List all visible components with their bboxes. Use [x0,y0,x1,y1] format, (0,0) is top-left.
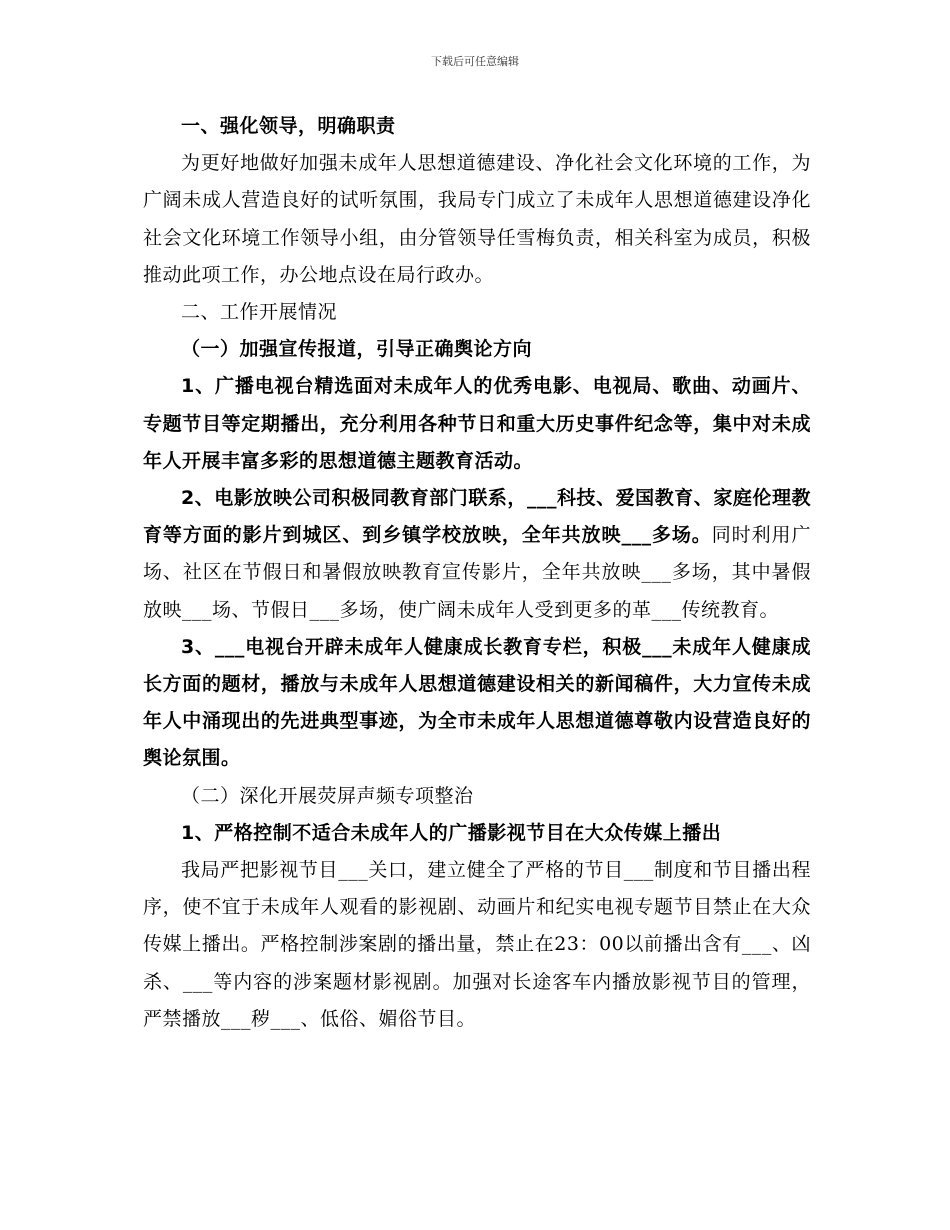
section-heading-1: 一、强化领导，明确职责 [181,115,396,137]
subsection-heading-2: （二）深化开展荧屏声频专项整治 [181,784,474,807]
page-header-note: 下载后可任意编辑 [431,55,519,68]
subsection-heading-1: （一）加强宣传报道，引导正确舆论方向 [181,338,533,361]
paragraph-control-heading: 1、严格控制不适合未成年人的广播影视节目在大众传媒上播出 [181,821,722,844]
document-body [143,108,811,1038]
paragraph-control-body: 我局严把影视节目___关口，建立健全了严格的节目___制度和节目播出程序，使不宜于未成年人观看的影视剧、动画片和纪实电视专题节目禁止在大众传媒上播出。严格控制涉案剧的播出量，禁止在23：00以前播出含有___、凶杀、___等内容的涉案题材影视剧。加强对长途客车内播放影视节目的管理，严禁播放___秽___、低俗、媚俗节目。 [143,859,811,1030]
paragraph-item-2-normal: 同时利用广场、社区在节假日和暑假放映教育宣传影片，全年共放映___多场，其中暑假放映___场、节假日___多场，使广阔未成年人受到更多的革___传统教育。 [143,524,811,621]
paragraph-item-2-bold: 2、电影放映公司积极同教育部门联系，___科技、爱国教育、家庭伦理教育等方面的影片到城区、到乡镇学校放映，全年共放映___多场。 [143,487,811,547]
paragraph-item-1: 1、广播电视台精选面对未成年人的优秀电影、电视局、歌曲、动画片、专题节目等定期播出，充分利用各种节日和重大历史事件纪念等，集中对未成年人开展丰富多彩的思想道德主题教育活动。 [143,375,811,472]
paragraph-leadership: 为更好地做好加强未成年人思想道德建设、净化社会文化环境的工作，为广阔未成人营造良好的试听氛围，我局专门成立了未成年人思想道德建设净化社会文化环境工作领导小组，由分管领导任雪梅负责，相关科室为成员，积极推动此项工作，办公地点设在局行政办。 [143,152,811,286]
paragraph-item-3: 3、___电视台开辟未成年人健康成长教育专栏，积极___未成年人健康成长方面的题材，播放与未成年人思想道德建设相关的新闻稿件，大力宣传未成年人中涌现出的先进典型事迹，为全市未成年人思想道德尊敬内设营造良好的舆论氛围。 [143,635,811,770]
paragraph-item-2 [143,480,811,629]
section-heading-2: 二、工作开展情况 [181,301,338,324]
